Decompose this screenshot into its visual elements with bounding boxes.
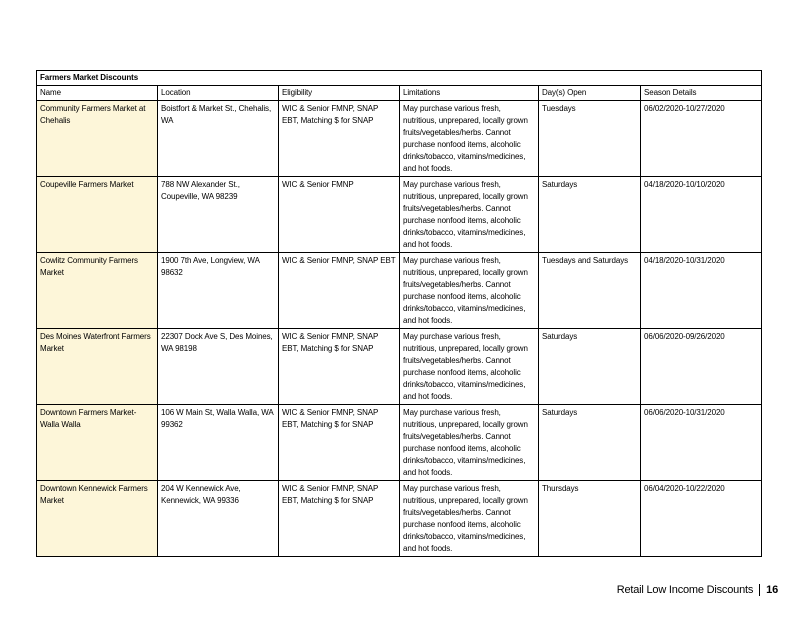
season-details-cell: 06/06/2020-10/31/2020 — [641, 405, 762, 481]
eligibility-cell: WIC & Senior FMNP, SNAP EBT, Matching $ for SNAP — [279, 329, 400, 405]
season-details-cell: 06/04/2020-10/22/2020 — [641, 481, 762, 557]
table-row — [37, 481, 762, 557]
market-name-cell: Community Farmers Market at Chehalis — [37, 101, 158, 177]
column-header-limitations: Limitations — [400, 86, 539, 101]
location-cell: 22307 Dock Ave S, Des Moines, WA 98198 — [158, 329, 279, 405]
farmers-market-discounts-table — [36, 70, 762, 557]
days-open-cell: Tuesdays and Saturdays — [539, 253, 641, 329]
eligibility-cell: WIC & Senior FMNP — [279, 177, 400, 253]
limitations-cell: May purchase various fresh, nutritious, unprepared, locally grown fruits/vegetables/herbs. Cannot purchase nonfood items, alcoholic drinks/tobacco, vitamins/medicines, and hot foods. — [400, 101, 539, 177]
limitations-cell: May purchase various fresh, nutritious, unprepared, locally grown fruits/vegetables/herbs. Cannot purchase nonfood items, alcoholic drinks/tobacco, vitamins/medicines, and hot foods. — [400, 329, 539, 405]
days-open-cell: Saturdays — [539, 177, 641, 253]
market-name-cell: Downtown Farmers Market-Walla Walla — [37, 405, 158, 481]
days-open-cell: Thursdays — [539, 481, 641, 557]
limitations-cell: May purchase various fresh, nutritious, unprepared, locally grown fruits/vegetables/herbs. Cannot purchase nonfood items, alcoholic drinks/tobacco, vitamins/medicines, and hot foods. — [400, 253, 539, 329]
page-number: 16 — [759, 584, 778, 596]
eligibility-cell: WIC & Senior FMNP, SNAP EBT, Matching $ for SNAP — [279, 405, 400, 481]
table-caption-row — [37, 71, 762, 86]
location-cell: 106 W Main St, Walla Walla, WA 99362 — [158, 405, 279, 481]
table-row — [37, 405, 762, 481]
days-open-cell: Saturdays — [539, 405, 641, 481]
footer-title: Retail Low Income Discounts — [616, 584, 754, 596]
table-header-row — [37, 86, 762, 101]
column-header-eligibility: Eligibility — [279, 86, 400, 101]
location-cell: 788 NW Alexander St., Coupeville, WA 98239 — [158, 177, 279, 253]
location-cell: 204 W Kennewick Ave, Kennewick, WA 99336 — [158, 481, 279, 557]
season-details-cell: 06/06/2020-09/26/2020 — [641, 329, 762, 405]
limitations-cell: May purchase various fresh, nutritious, unprepared, locally grown fruits/vegetables/herbs. Cannot purchase nonfood items, alcoholic drinks/tobacco, vitamins/medicines, and hot foods. — [400, 405, 539, 481]
table-row — [37, 253, 762, 329]
eligibility-cell: WIC & Senior FMNP, SNAP EBT, Matching $ for SNAP — [279, 101, 400, 177]
season-details-cell: 04/18/2020-10/10/2020 — [641, 177, 762, 253]
table-row — [37, 329, 762, 405]
location-cell: 1900 7th Ave, Longview, WA 98632 — [158, 253, 279, 329]
season-details-cell: 06/02/2020-10/27/2020 — [641, 101, 762, 177]
market-name-cell: Downtown Kennewick Farmers Market — [37, 481, 158, 557]
page-footer — [617, 584, 778, 596]
days-open-cell: Tuesdays — [539, 101, 641, 177]
limitations-cell: May purchase various fresh, nutritious, unprepared, locally grown fruits/vegetables/herbs. Cannot purchase nonfood items, alcoholic drinks/tobacco, vitamins/medicines, and hot foods. — [400, 177, 539, 253]
market-name-cell: Coupeville Farmers Market — [37, 177, 158, 253]
table-row — [37, 177, 762, 253]
column-header-name: Name — [37, 86, 158, 101]
eligibility-cell: WIC & Senior FMNP, SNAP EBT, Matching $ for SNAP — [279, 481, 400, 557]
location-cell: Boistfort & Market St., Chehalis, WA — [158, 101, 279, 177]
days-open-cell: Saturdays — [539, 329, 641, 405]
table-caption: Farmers Market Discounts — [37, 71, 762, 86]
column-header-days-open: Day(s) Open — [539, 86, 641, 101]
market-name-cell: Cowlitz Community Farmers Market — [37, 253, 158, 329]
season-details-cell: 04/18/2020-10/31/2020 — [641, 253, 762, 329]
limitations-cell: May purchase various fresh, nutritious, unprepared, locally grown fruits/vegetables/herbs. Cannot purchase nonfood items, alcoholic drinks/tobacco, vitamins/medicines, and hot foods. — [400, 481, 539, 557]
table-row — [37, 101, 762, 177]
market-name-cell: Des Moines Waterfront Farmers Market — [37, 329, 158, 405]
column-header-location: Location — [158, 86, 279, 101]
column-header-season-details: Season Details — [641, 86, 762, 101]
eligibility-cell: WIC & Senior FMNP, SNAP EBT — [279, 253, 400, 329]
